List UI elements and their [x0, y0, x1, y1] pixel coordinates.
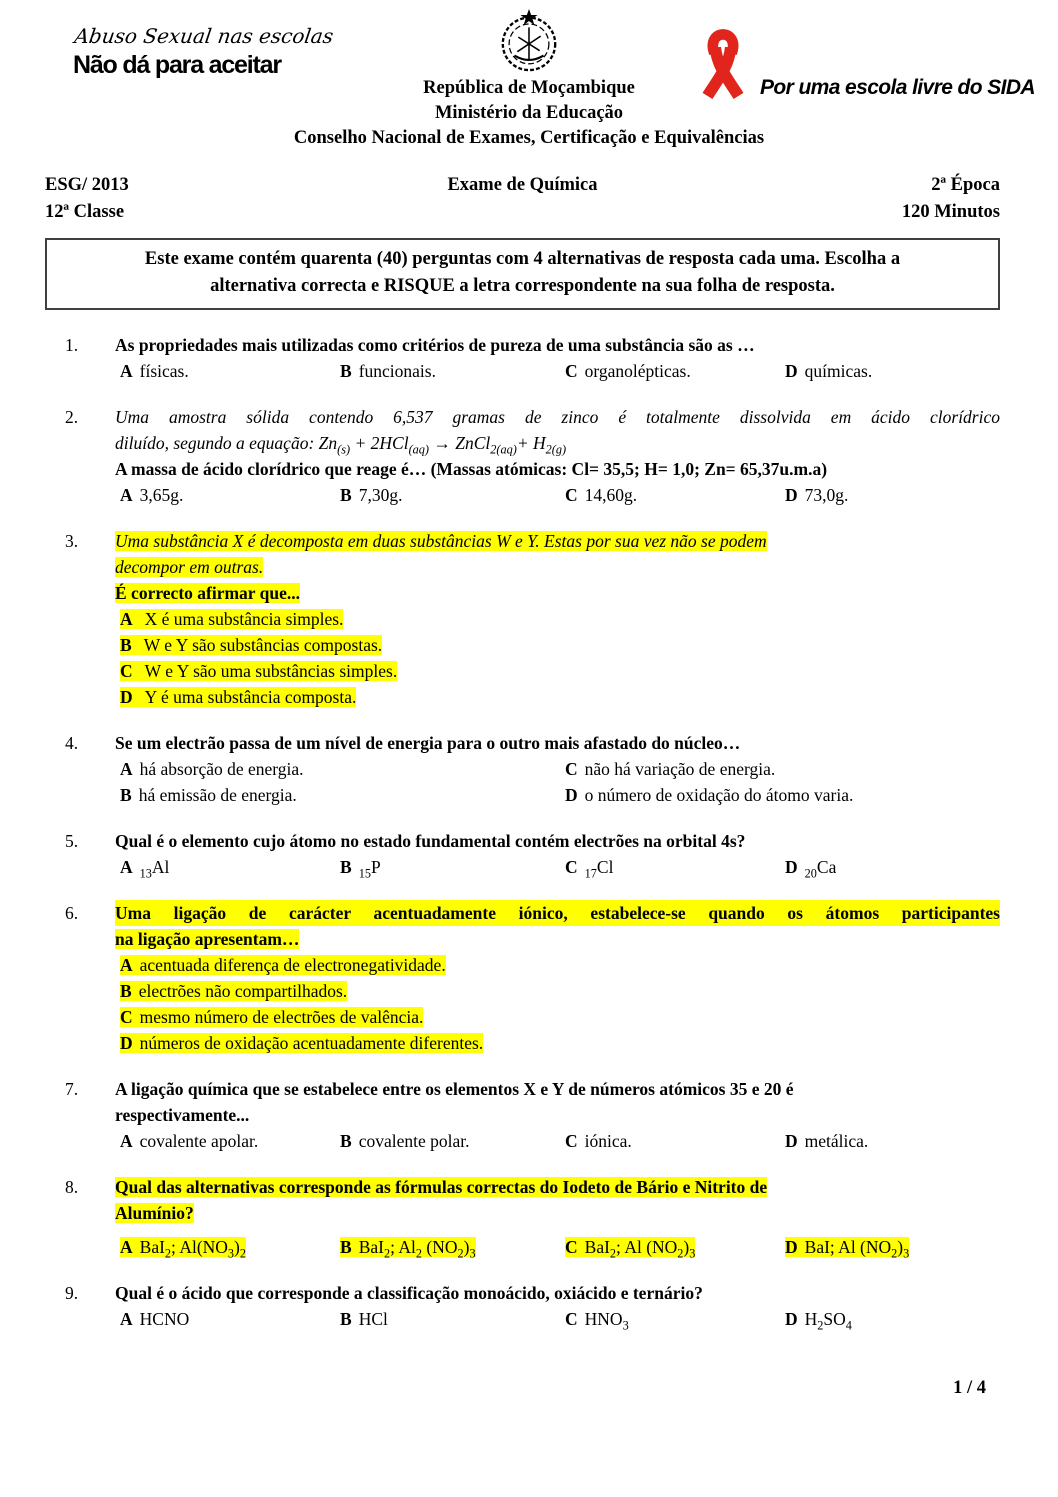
options-stack: [115, 606, 1000, 710]
option-text: físicas.: [139, 361, 189, 381]
question-number: 9.: [65, 1283, 79, 1303]
option-text: BaI$_2$; $Al(NO_3)_2$: [139, 1237, 246, 1261]
option-c: [565, 482, 785, 508]
option-c: [565, 854, 785, 880]
option-b: [340, 358, 565, 384]
question-4: [45, 730, 1000, 808]
option-letter: A: [120, 1237, 133, 1257]
question-3: [45, 528, 1000, 710]
option-letter: A: [120, 1131, 133, 1151]
exam-meta-right: [780, 172, 1000, 226]
option-letter: A: [120, 1309, 133, 1329]
option-letter: A: [120, 609, 133, 629]
option-text: $_{13}$Al: [139, 857, 170, 881]
option-a: [120, 756, 565, 782]
question-number: 4.: [65, 733, 79, 753]
question-stem-line: A ligação química que se estabelece entre os elementos X e Y de números atómicos 35 e 20 é: [115, 1079, 794, 1099]
question-stem-line: Qual das alternativas corresponde as fórmulas correctas do Iodeto de Bário e Nitrito de: [115, 1177, 768, 1197]
option-d: [785, 1128, 1000, 1154]
question-stem-line: respectivamente...: [115, 1105, 250, 1125]
option-b: [340, 1306, 565, 1332]
instructions-line1: Este exame contém quarenta (40) perguntas com 4 alternativas de resposta cada uma. Escolha a: [144, 249, 901, 269]
option-text: HCl: [358, 1309, 388, 1329]
option-text: metálica.: [804, 1131, 869, 1151]
question-9: [45, 1280, 1000, 1332]
option-letter: B: [340, 361, 352, 381]
option-letter: C: [120, 661, 133, 681]
option-letter: D: [785, 485, 798, 505]
instructions-line2: alternativa correcta e RISQUE a letra correspondente na sua folha de resposta.: [210, 276, 835, 296]
question-stem-line: Uma amostra sólida contendo 6,537 gramas de zinco é totalmente dissolvida em ácido clorídrico: [115, 407, 1000, 427]
option-text: electrões não compartilhados.: [138, 981, 348, 1001]
option-b: [120, 782, 565, 808]
option-d: [785, 854, 1000, 880]
option-letter: B: [340, 1237, 352, 1257]
option-text: mesmo número de electrões de valência.: [139, 1007, 424, 1027]
option-letter: A: [120, 485, 133, 505]
option-a: [120, 1128, 340, 1154]
option-text: BaI$_2$; Al $(NO_2)_3$: [584, 1237, 696, 1261]
option-text: $HNO_3$: [584, 1309, 629, 1333]
exam-duration: 120 Minutos: [901, 202, 1000, 222]
option-text: W e Y são substâncias compostas.: [143, 635, 383, 655]
option-a: [120, 952, 1000, 978]
options-row: [115, 482, 1000, 508]
option-b: [340, 1234, 565, 1260]
option-b: [340, 482, 565, 508]
option-letter: C: [565, 759, 578, 779]
option-text: $_{20}$Ca: [804, 857, 837, 881]
option-letter: D: [785, 1237, 798, 1257]
option-c: [565, 1128, 785, 1154]
option-text: covalente apolar.: [139, 1131, 259, 1151]
ministry-title: Ministério da Educação: [434, 103, 624, 123]
options-grid: [115, 756, 1000, 808]
option-text: $_{17}$Cl: [584, 857, 614, 881]
options-stack: [115, 952, 1000, 1056]
option-d: [120, 1030, 1000, 1056]
option-text: não há variação de energia.: [584, 759, 776, 779]
questions-list: [45, 332, 1000, 1332]
option-text: o número de oxidação do átomo varia.: [584, 785, 854, 805]
question-number: 8.: [65, 1177, 79, 1197]
options-row: [115, 854, 1000, 880]
council-title: Conselho Nacional de Exames, Certificação e Equivalências: [293, 128, 765, 148]
ribbon-slogan: Por uma escola livre do SIDA: [760, 76, 1035, 99]
option-letter: B: [340, 1309, 352, 1329]
option-text: organolépticas.: [584, 361, 691, 381]
exam-epoch: 2ª Época: [931, 175, 1000, 195]
option-letter: C: [565, 1237, 578, 1257]
question-7: [45, 1076, 1000, 1154]
instructions-box: [45, 238, 1000, 310]
page-title: Exame de Química: [447, 175, 598, 195]
option-letter: A: [120, 759, 133, 779]
document-header: [0, 0, 1058, 166]
exam-subject-title: [265, 172, 780, 226]
options-row: [115, 1128, 1000, 1154]
campaign-slogan-line2: Não dá para aceitar: [73, 51, 281, 79]
option-b: [120, 632, 1000, 658]
option-text: $H_2SO_4$: [804, 1309, 852, 1333]
option-a: [120, 854, 340, 880]
question-stem-line: na ligação apresentam…: [115, 929, 300, 949]
option-b: [340, 854, 565, 880]
option-letter: B: [340, 857, 352, 877]
exam-grade: 12ª Classe: [45, 202, 125, 222]
option-c: [565, 358, 785, 384]
option-d: [785, 482, 1000, 508]
option-letter: B: [340, 485, 352, 505]
option-text: 73,0g.: [804, 485, 849, 505]
option-letter: C: [120, 1007, 133, 1027]
question-stem: Se um electrão passa de um nível de energia para o outro mais afastado do núcleo…: [115, 733, 741, 753]
question-stem-line: Alumínio?: [115, 1203, 194, 1223]
option-text: números de oxidação acentuadamente diferentes.: [139, 1033, 484, 1053]
option-a: [120, 482, 340, 508]
option-text: acentuada diferença de electronegatividade.: [139, 955, 446, 975]
option-letter: D: [785, 1309, 798, 1329]
option-text: 3,65g.: [139, 485, 184, 505]
option-text: Y é uma substância composta.: [144, 687, 357, 707]
option-a: [120, 1234, 340, 1260]
question-stem: Qual é o ácido que corresponde a classificação monoácido, oxiácido e ternário?: [115, 1283, 703, 1303]
option-text: covalente polar.: [358, 1131, 470, 1151]
option-letter: C: [565, 1131, 578, 1151]
option-letter: B: [120, 635, 132, 655]
option-letter: A: [120, 955, 133, 975]
question-6: [45, 900, 1000, 1056]
option-text: iónica.: [584, 1131, 632, 1151]
option-d: [785, 1306, 1000, 1332]
option-letter: C: [565, 361, 578, 381]
option-text: BaI$_2$; $Al_2$ $(NO_2)_3$: [358, 1237, 476, 1261]
option-c: [565, 756, 1000, 782]
question-8: [45, 1174, 1000, 1260]
option-text: $_{15}$P: [358, 857, 381, 881]
question-number: 1.: [65, 335, 79, 355]
question-stem: Qual é o elemento cujo átomo no estado fundamental contém electrões na orbital 4s?: [115, 831, 746, 851]
option-text: BaI; Al $(NO_2)_3$: [804, 1237, 910, 1261]
option-d: [120, 684, 1000, 710]
question-number: 6.: [65, 903, 79, 923]
option-letter: B: [120, 981, 132, 1001]
option-letter: D: [785, 361, 798, 381]
option-letter: D: [120, 687, 133, 707]
question-stem-line: É correcto afirmar que...: [115, 583, 300, 603]
option-b: [340, 1128, 565, 1154]
question-2: [45, 404, 1000, 508]
option-text: químicas.: [804, 361, 873, 381]
campaign-slogan-line1: Abuso Sexual nas escolas: [73, 24, 335, 48]
republic-title: República de Moçambique: [423, 78, 635, 98]
option-text: há emissão de energia.: [138, 785, 297, 805]
option-d: [785, 358, 1000, 384]
option-d: [565, 782, 1000, 808]
option-text: X é uma substância simples.: [144, 609, 344, 629]
question-stem-line: A massa de ácido clorídrico que reage é… (Massas atómicas: Cl= 35,5; H= 1,0; Zn= 65,37u.m.a): [115, 459, 828, 479]
question-number: 2.: [65, 407, 79, 427]
question-1: [45, 332, 1000, 384]
page-number: 1 / 4: [953, 1378, 986, 1398]
option-a: [120, 358, 340, 384]
option-letter: D: [120, 1033, 133, 1053]
mozambique-coat-of-arms-icon: [497, 8, 561, 74]
option-text: há absorção de energia.: [139, 759, 304, 779]
option-letter: A: [120, 857, 133, 877]
question-stem-line: Uma substância X é decomposta em duas substâncias W e Y. Estas por sua vez não se podem: [115, 531, 767, 551]
option-text: funcionais.: [358, 361, 436, 381]
question-number: 3.: [65, 531, 79, 551]
exam-code: ESG/ 2013: [45, 175, 129, 195]
question-stem-line: Uma ligação de carácter acentuadamente iónico, estabelece-se quando os átomos participantes: [115, 900, 1000, 926]
option-letter: D: [785, 857, 798, 877]
question-5: [45, 828, 1000, 880]
red-ribbon-icon: [692, 20, 754, 109]
question-number: 5.: [65, 831, 79, 851]
option-letter: C: [565, 485, 578, 505]
option-text: HCNO: [139, 1309, 190, 1329]
question-number: 7.: [65, 1079, 79, 1099]
option-c: [120, 1004, 1000, 1030]
option-a: [120, 1306, 340, 1332]
option-letter: A: [120, 361, 133, 381]
option-letter: C: [565, 1309, 578, 1329]
option-b: [120, 978, 1000, 1004]
question-stem: As propriedades mais utilizadas como critérios de pureza de uma substância são as …: [115, 335, 755, 355]
option-text: W e Y são uma substâncias simples.: [144, 661, 398, 681]
question-stem-line: decompor em outras.: [115, 557, 264, 577]
option-letter: D: [565, 785, 578, 805]
options-row: [115, 358, 1000, 384]
option-text: 7,30g.: [358, 485, 403, 505]
option-letter: B: [120, 785, 132, 805]
option-letter: B: [340, 1131, 352, 1151]
option-letter: C: [565, 857, 578, 877]
option-letter: D: [785, 1131, 798, 1151]
options-row: [115, 1234, 1000, 1260]
option-c: [565, 1234, 785, 1260]
option-text: 14,60g.: [584, 485, 638, 505]
option-d: [785, 1234, 1000, 1260]
option-c: [565, 1306, 785, 1332]
chemical-equation: diluído, segundo a equação: $Zn_{(s)} + 2HCl_{(aq)}$ → ZnCl$_{2(aq)}$+ $H_{2(g)}$: [115, 433, 567, 457]
exam-meta-left: [45, 172, 265, 226]
option-a: [120, 606, 1000, 632]
option-c: [120, 658, 1000, 684]
options-row: [115, 1306, 1000, 1332]
exam-meta: [0, 166, 1058, 226]
